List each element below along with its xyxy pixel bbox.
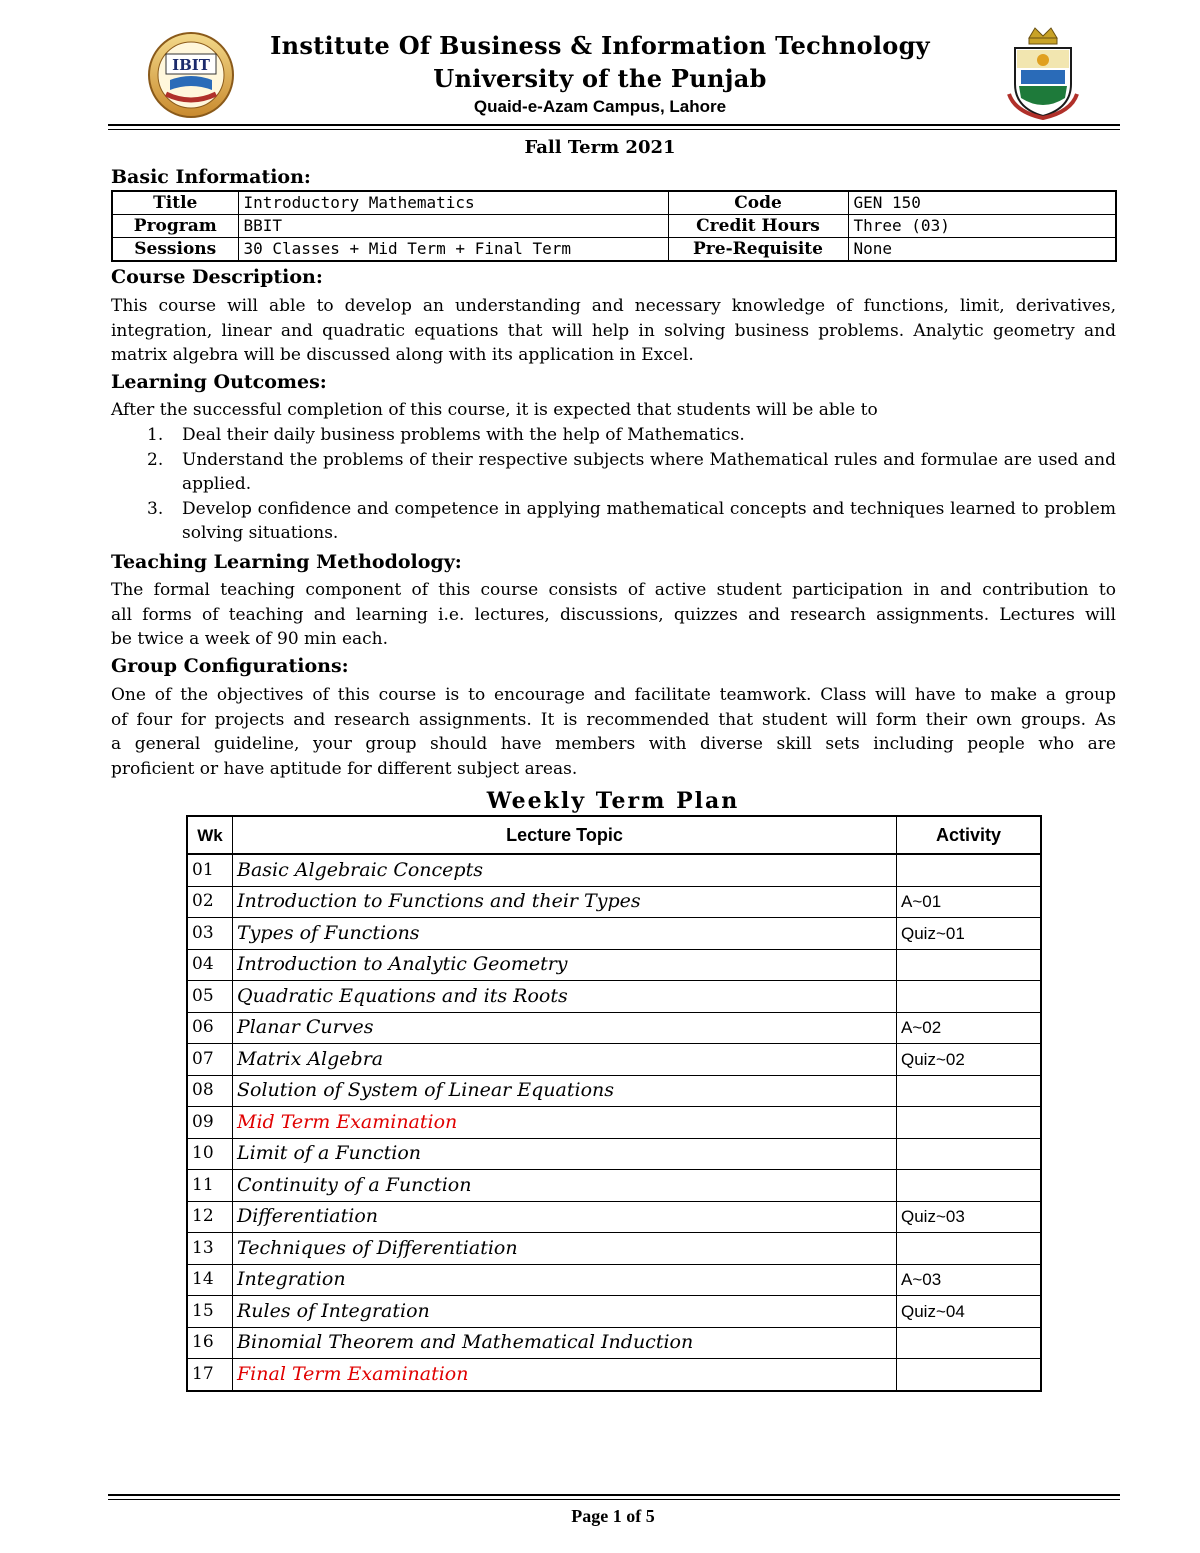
topic-cell: Integration — [233, 1264, 897, 1296]
week-cell: 11 — [187, 1170, 233, 1202]
topic-cell: Solution of System of Linear Equations — [233, 1075, 897, 1107]
topic-cell: Types of Functions — [233, 918, 897, 950]
week-cell: 15 — [187, 1296, 233, 1328]
week-cell: 01 — [187, 854, 233, 886]
info-label: Sessions — [112, 238, 238, 262]
week-cell: 06 — [187, 1012, 233, 1044]
activity-cell: Quiz~03 — [897, 1201, 1042, 1233]
course-description-line: matrix algebra will be discussed along with its application in Excel. — [111, 345, 694, 366]
learning-outcomes-list — [111, 423, 1116, 546]
topic-cell: Continuity of a Function — [233, 1170, 897, 1202]
info-row — [112, 238, 1116, 262]
week-cell: 05 — [187, 981, 233, 1013]
learning-outcomes-intro: After the successful completion of this course, it is expected that students will be able to — [111, 400, 878, 420]
course-description-line: integration, linear and quadratic equations that will help in solving business problems. Analytic geometry and — [111, 320, 1116, 341]
topic-cell: Final Term Examination — [233, 1359, 897, 1391]
week-cell: 02 — [187, 886, 233, 918]
info-value: GEN 150 — [848, 191, 1116, 215]
info-label: Program — [112, 215, 238, 238]
methodology-line: The formal teaching component of this course consists of active student participation in and contribution to — [111, 580, 1116, 600]
outcome-number: 2. — [147, 449, 164, 470]
topic-cell: Differentiation — [233, 1201, 897, 1233]
table-row — [187, 1359, 1041, 1391]
topic-cell: Limit of a Function — [233, 1138, 897, 1170]
learning-outcomes-heading: Learning Outcomes: — [111, 371, 327, 393]
campus-name: Quaid-e-Azam Campus, Lahore — [473, 97, 727, 116]
group-config-text — [111, 683, 1116, 781]
activity-cell — [897, 1233, 1042, 1265]
info-label: Title — [112, 191, 238, 215]
info-row — [112, 191, 1116, 215]
activity-cell — [897, 981, 1042, 1013]
activity-cell — [897, 1075, 1042, 1107]
table-row — [187, 1075, 1041, 1107]
topic-cell: Quadratic Equations and its Roots — [233, 981, 897, 1013]
week-cell: 09 — [187, 1107, 233, 1139]
col-header-topic: Lecture Topic — [233, 816, 897, 854]
topic-cell: Matrix Algebra — [233, 1044, 897, 1076]
week-cell: 07 — [187, 1044, 233, 1076]
table-row — [187, 854, 1041, 886]
course-description-heading: Course Description: — [111, 266, 323, 288]
table-row — [187, 949, 1041, 981]
topic-cell: Mid Term Examination — [233, 1107, 897, 1139]
institute-name: Institute Of Business & Information Technology — [270, 31, 930, 60]
methodology-text — [111, 578, 1116, 652]
header-divider-thin — [108, 129, 1120, 130]
table-row — [187, 1138, 1041, 1170]
group-config-line: One of the objectives of this course is to encourage and facilitate teamwork. Class will have to make a group — [111, 685, 1116, 705]
outcome-text: Develop confidence and competence in applying mathematical concepts and techniques learned to problem solving situations. — [182, 498, 1116, 544]
topic-cell: Planar Curves — [233, 1012, 897, 1044]
col-header-wk: Wk — [187, 816, 233, 854]
page-number: Page 1 of 5 — [571, 1506, 655, 1526]
outcome-item — [111, 423, 1116, 448]
university-name: University of the Punjab — [433, 64, 767, 93]
info-value: BBIT — [238, 215, 668, 238]
table-row — [187, 1296, 1041, 1328]
week-cell: 14 — [187, 1264, 233, 1296]
table-row — [187, 886, 1041, 918]
activity-cell — [897, 1170, 1042, 1202]
weekly-plan-title: Weekly Term Plan — [486, 788, 740, 814]
table-row — [187, 1012, 1041, 1044]
table-row — [187, 1044, 1041, 1076]
info-label: Code — [668, 191, 848, 215]
course-description-line: This course will able to develop an understanding and necessary knowledge of functions, limit, derivatives, — [111, 296, 1116, 316]
activity-cell — [897, 1359, 1042, 1391]
term-title: Fall Term 2021 — [524, 137, 676, 158]
outcome-number: 1. — [147, 425, 164, 445]
info-value: Three (03) — [848, 215, 1116, 238]
group-config-heading: Group Configurations: — [111, 655, 349, 677]
group-config-line: of four for projects and research assignments. It is recommended that student will form their own groups. As — [111, 709, 1116, 730]
week-cell: 10 — [187, 1138, 233, 1170]
group-config-line: a general guideline, your group should have members with diverse skill sets including people who are — [111, 734, 1116, 755]
week-cell: 12 — [187, 1201, 233, 1233]
topic-cell: Basic Algebraic Concepts — [233, 854, 897, 886]
footer-divider — [108, 1494, 1120, 1496]
activity-cell: Quiz~01 — [897, 918, 1042, 950]
course-description-text — [111, 294, 1116, 368]
info-value: None — [848, 238, 1116, 262]
table-row — [187, 1107, 1041, 1139]
methodology-line: be twice a week of 90 min each. — [111, 629, 389, 650]
week-cell: 03 — [187, 918, 233, 950]
group-config-line: proficient or have aptitude for different subject areas. — [111, 758, 578, 779]
basic-info-table — [111, 190, 1117, 262]
topic-cell: Introduction to Analytic Geometry — [233, 949, 897, 981]
activity-cell: A~02 — [897, 1012, 1042, 1044]
activity-cell: Quiz~02 — [897, 1044, 1042, 1076]
info-value: 30 Classes + Mid Term + Final Term — [238, 238, 668, 262]
footer-divider-thin — [108, 1499, 1120, 1500]
activity-cell: A~01 — [897, 886, 1042, 918]
week-cell: 16 — [187, 1327, 233, 1359]
info-label: Credit Hours — [668, 215, 848, 238]
activity-cell: Quiz~04 — [897, 1296, 1042, 1328]
header-divider — [108, 124, 1120, 126]
table-header-row — [187, 816, 1041, 854]
activity-cell — [897, 1327, 1042, 1359]
table-row — [187, 981, 1041, 1013]
info-row — [112, 215, 1116, 238]
topic-cell: Rules of Integration — [233, 1296, 897, 1328]
info-value: Introductory Mathematics — [238, 191, 668, 215]
activity-cell — [897, 1138, 1042, 1170]
week-cell: 08 — [187, 1075, 233, 1107]
activity-cell — [897, 854, 1042, 886]
activity-cell — [897, 1107, 1042, 1139]
table-row — [187, 1327, 1041, 1359]
topic-cell: Techniques of Differentiation — [233, 1233, 897, 1265]
methodology-heading: Teaching Learning Methodology: — [111, 551, 462, 573]
week-cell: 13 — [187, 1233, 233, 1265]
col-header-activity: Activity — [897, 816, 1042, 854]
week-cell: 17 — [187, 1359, 233, 1391]
outcome-text: Understand the problems of their respective subjects where Mathematical rules and formulae are used and applied. — [182, 449, 1116, 495]
outcome-number: 3. — [147, 498, 164, 519]
table-row — [187, 1201, 1041, 1233]
topic-cell: Introduction to Functions and their Types — [233, 886, 897, 918]
methodology-line: all forms of teaching and learning i.e. lectures, discussions, quizzes and research assignments. Lectures will — [111, 604, 1116, 625]
table-row — [187, 1264, 1041, 1296]
weekly-plan-table — [186, 815, 1042, 1392]
outcome-item — [111, 497, 1116, 546]
info-label: Pre-Requisite — [668, 238, 848, 262]
logo-text: IBIT — [172, 56, 210, 74]
activity-cell: A~03 — [897, 1264, 1042, 1296]
table-row — [187, 918, 1041, 950]
outcome-text: Deal their daily business problems with the help of Mathematics. — [182, 425, 745, 445]
table-row — [187, 1170, 1041, 1202]
basic-info-heading: Basic Information: — [111, 166, 311, 188]
topic-cell: Binomial Theorem and Mathematical Induction — [233, 1327, 897, 1359]
week-cell: 04 — [187, 949, 233, 981]
table-row — [187, 1233, 1041, 1265]
activity-cell — [897, 949, 1042, 981]
outcome-item — [111, 448, 1116, 497]
